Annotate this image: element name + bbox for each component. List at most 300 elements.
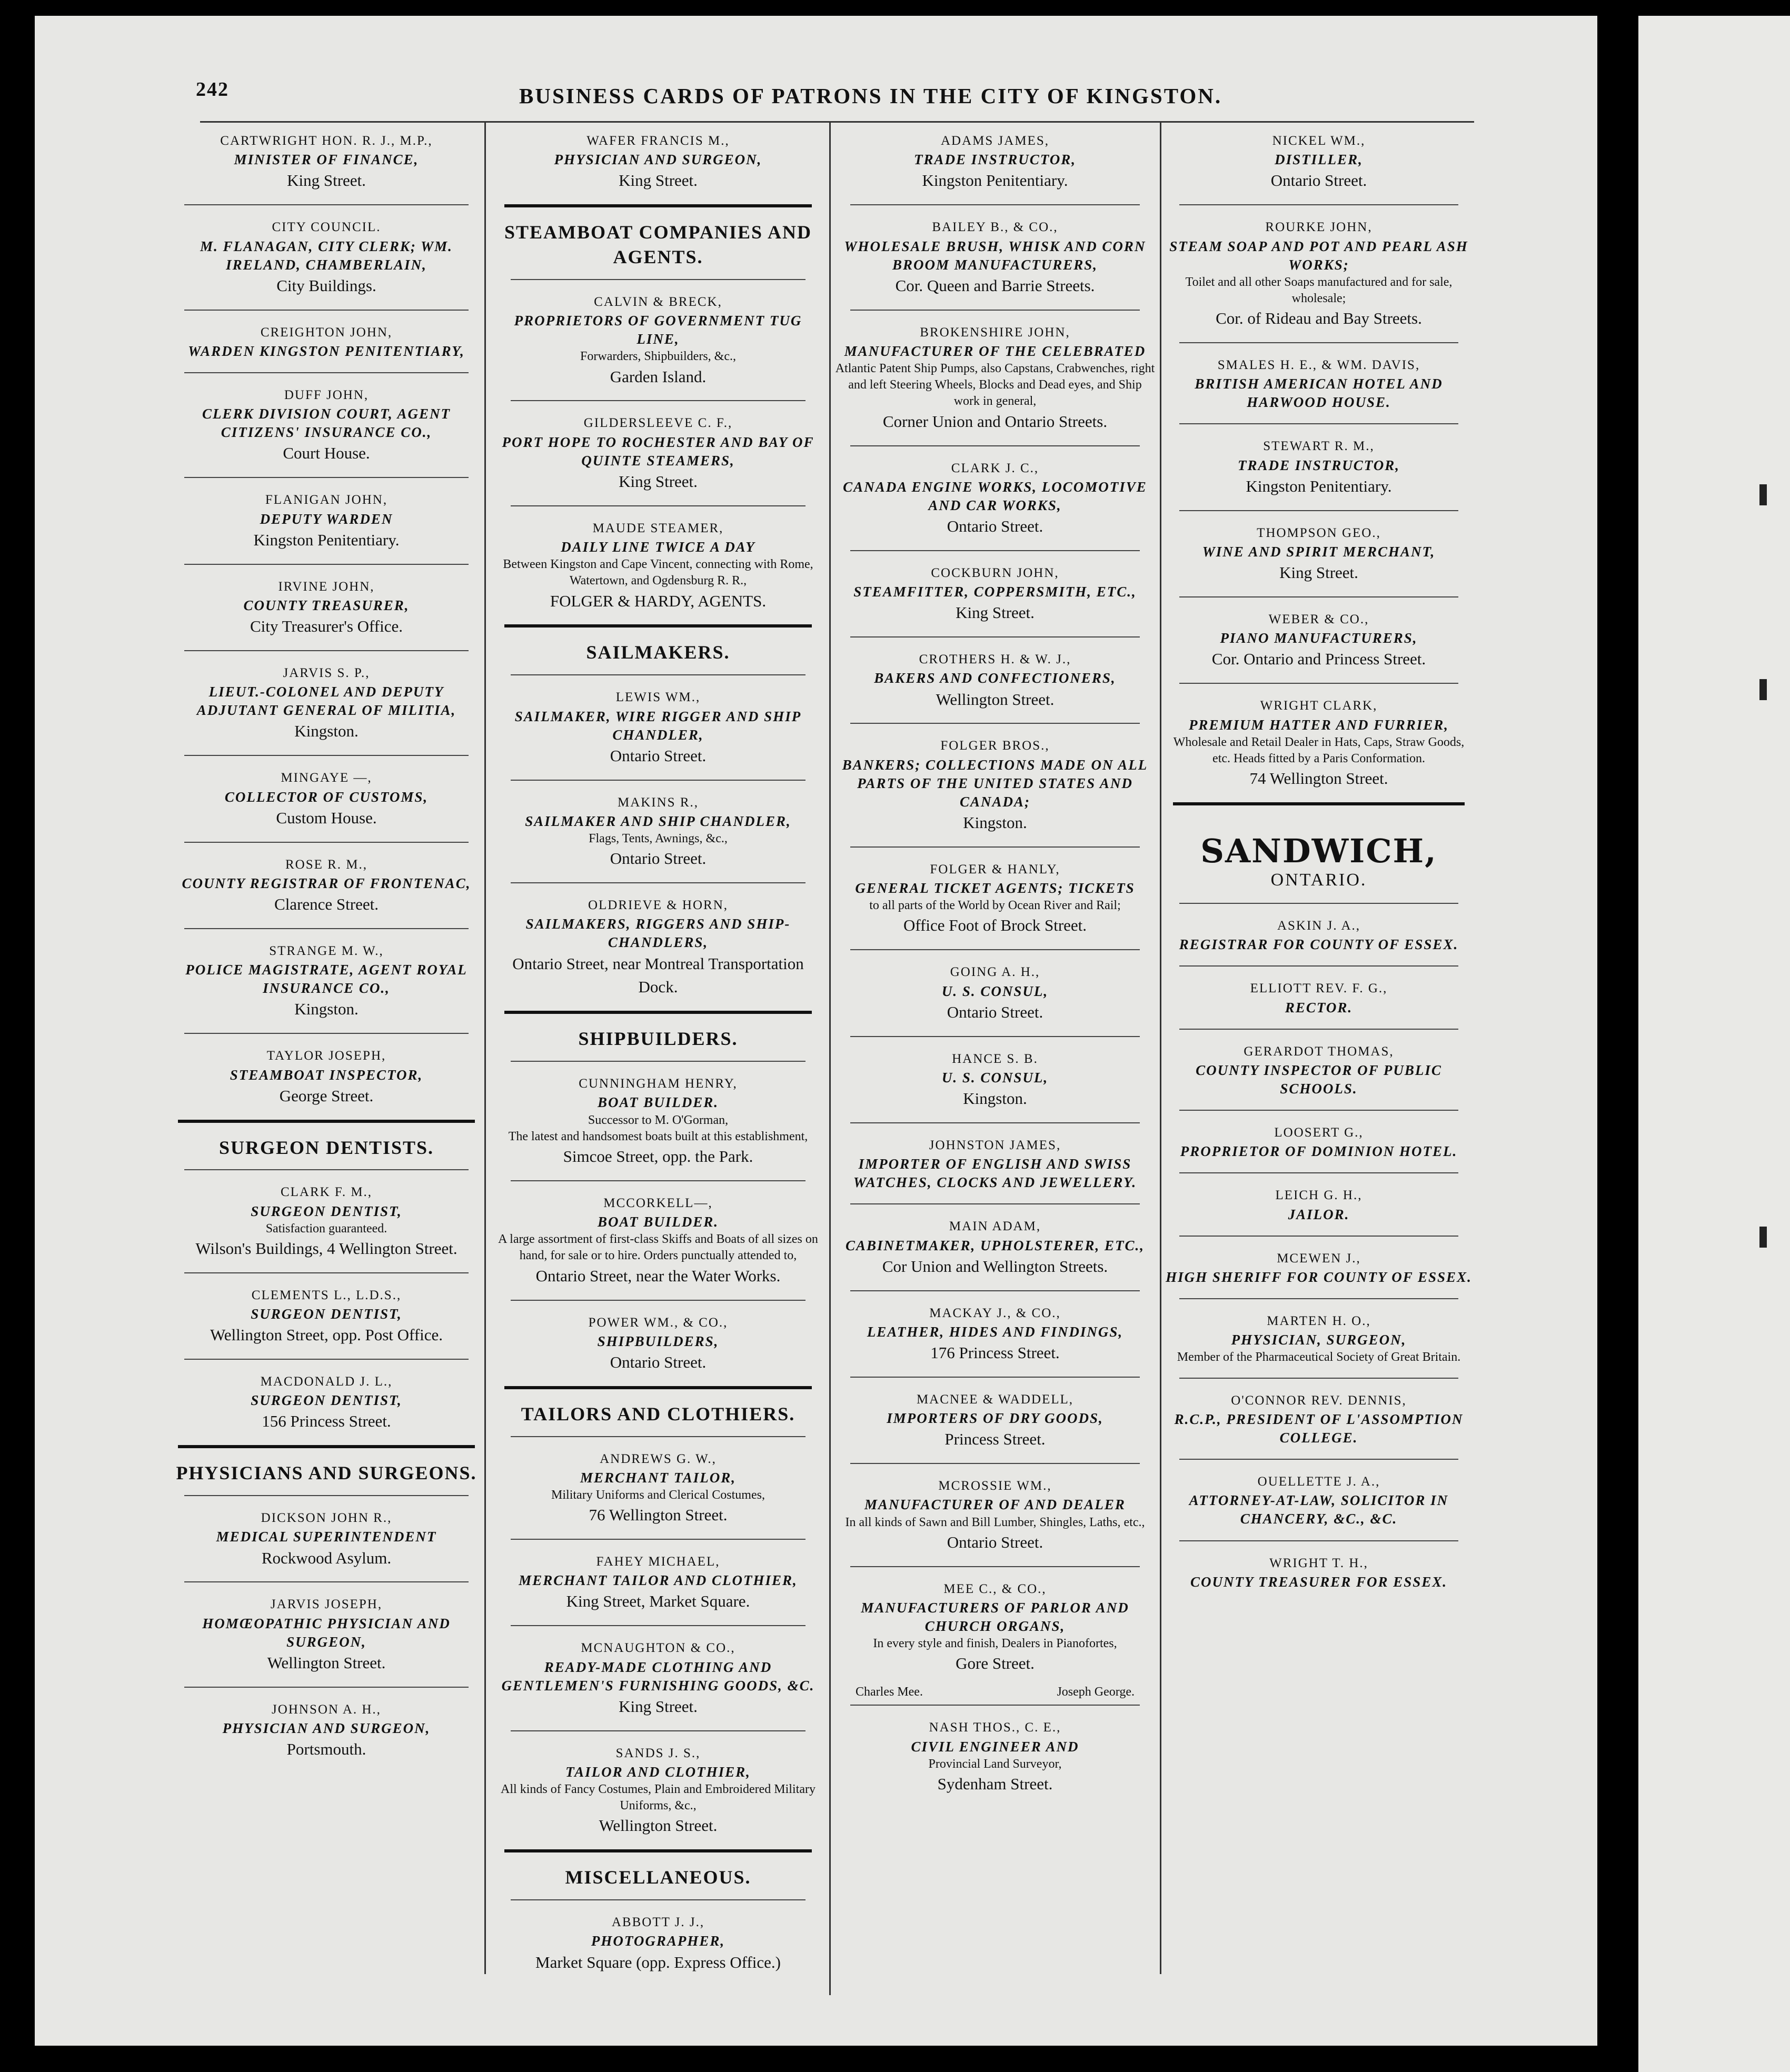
entry-separator [1179,903,1458,904]
business-description: CLERK DIVISION COURT, AGENT CITIZENS' INSURANCE CO., [202,406,451,441]
business-name: ELLIOTT REV. F. G., [1250,981,1388,996]
business-name: WRIGHT CLARK, [1260,699,1378,713]
business-address: Corner Union and Ontario Streets. [882,412,1108,431]
entry-separator [1179,510,1458,511]
entry-separator [1179,342,1458,343]
business-name: GILDERSLEEVE C. F., [583,416,733,431]
business-card-entry [834,556,1156,631]
entry-separator [184,1495,469,1496]
business-detail: to all parts of the World by Ocean River and Rail; [869,899,1121,913]
business-card-entry [834,1711,1156,1802]
business-name: CLARK F. M., [280,1185,373,1200]
section-heading: SURGEON DENTISTS. [218,1137,434,1158]
business-description: SAILMAKER, WIRE RIGGER AND SHIP CHANDLER, [514,708,802,743]
entry-separator [1179,1172,1458,1173]
section-rule [178,1445,475,1448]
business-description: HOMŒOPATHIC PHYSICIAN AND SURGEON, [202,1615,451,1650]
business-detail: Forwarders, Shipbuilders, &c., [580,350,736,364]
entry-separator [511,1899,806,1900]
section-rule [504,204,812,207]
business-address: Kingston. [963,813,1027,832]
business-address: 156 Princess Street. [262,1412,391,1431]
business-name: MCNAUGHTON & CO., [581,1641,735,1656]
business-description: U. S. CONSUL, [941,1069,1049,1085]
business-description: M. FLANAGAN, CITY CLERK; WM. IRELAND, CHAMBERLAIN, [200,238,453,273]
entry-separator [184,1033,469,1034]
entry-separator [511,1436,806,1437]
business-card-entry [168,483,484,558]
business-card-entry [834,1210,1156,1284]
adjacent-page-edge [1638,16,1790,2072]
business-name: JOHNSTON JAMES, [929,1138,1061,1152]
business-description: TRADE INSTRUCTOR, [913,152,1077,168]
entry-separator [1179,683,1458,684]
entry-separator [511,1300,806,1301]
business-address: Ontario Street. [947,1532,1043,1551]
business-description: CANADA ENGINE WORKS, LOCOMOTIVE AND CAR WORKS, [843,479,1147,513]
business-address: King Street. [956,603,1035,622]
entry-separator [1179,1378,1458,1379]
business-name: FOLGER BROS., [940,739,1050,753]
entry-separator [1179,1298,1458,1299]
entry-separator [511,1180,806,1181]
entry-separator [850,1377,1140,1378]
business-description: REGISTRAR FOR COUNTY OF ESSEX. [1179,937,1459,953]
business-name: MAUDE STEAMER, [592,521,724,535]
business-name: ROURKE JOHN, [1265,220,1373,235]
business-name: MACDONALD J. L., [260,1374,393,1389]
business-address: Kingston Penitentiary. [922,171,1068,190]
business-address: Sydenham Street. [937,1774,1053,1793]
business-name: DICKSON JOHN R., [261,1511,392,1526]
entry-separator [184,564,469,565]
business-name: BROKENSHIRE JOHN, [920,325,1070,340]
header-rule [200,121,1474,123]
business-name: CLEMENTS L., L.D.S., [251,1288,402,1302]
business-address: FOLGER & HARDY, AGENTS. [550,591,767,610]
business-description: PHYSICIAN, SURGEON, [1231,1332,1407,1348]
entry-separator [184,842,469,843]
business-description: PORT HOPE TO ROCHESTER AND BAY OF QUINTE STEAMERS, [502,434,814,469]
business-card-entry [834,1129,1156,1198]
business-name: MCROSSIE WM., [938,1479,1052,1493]
business-description: SURGEON DENTIST, [251,1392,402,1409]
business-card-entry [1164,972,1474,1023]
business-name: MACNEE & WADDELL, [916,1392,1074,1407]
business-address: Custom House. [276,808,377,827]
business-description: MERCHANT TAILOR, [580,1469,737,1486]
entry-separator [511,1061,806,1062]
business-card-entry [495,786,821,877]
business-name: OLDRIEVE & HORN, [588,898,728,913]
business-description: MERCHANT TAILOR AND CLOTHIER, [519,1572,798,1589]
business-name: GERARDOT THOMAS, [1244,1044,1394,1059]
business-name: DUFF JOHN, [284,388,369,402]
business-description: HIGH SHERIFF FOR COUNTY OF ESSEX. [1166,1269,1472,1286]
business-detail: In every style and finish, Dealers in Pianofortes, [873,1637,1117,1651]
business-description: POLICE MAGISTRATE, AGENT ROYAL INSURANCE CO., [185,962,468,997]
business-name: TAYLOR JOSEPH, [266,1049,386,1063]
entry-separator [850,550,1140,551]
entry-separator [1179,596,1458,597]
business-description: BANKERS; COLLECTIONS MADE ON ALL PARTS OF THE UNITED STATES AND CANADA; [842,756,1148,810]
business-address: Wilson's Buildings, 4 Wellington Street. [195,1239,458,1258]
business-card-entry [495,889,821,1005]
business-card-entry [168,1365,484,1440]
business-name: POWER WM., & CO., [588,1315,728,1330]
business-name: JOHNSON A. H., [272,1702,381,1717]
business-description: SURGEON DENTIST, [251,1306,402,1322]
business-name: CLARK J. C., [951,461,1039,475]
business-name: ASKIN J. A., [1277,918,1361,933]
entry-separator [511,400,806,401]
column-rule [829,121,831,1995]
entry-separator [511,882,806,883]
business-address: Wellington Street, opp. Post Office. [210,1326,443,1344]
business-description: MANUFACTURERS OF PARLOR AND CHURCH ORGANS, [861,1599,1129,1635]
business-card-entry [168,848,484,923]
business-description: MEDICAL SUPERINTENDENT [216,1529,437,1545]
business-description: IMPORTER OF ENGLISH AND SWISS WATCHES, CLOCKS AND JEWELLERY. [853,1156,1137,1191]
business-card-entry [168,934,484,1028]
business-name: SMALES H. E., & WM. DAVIS, [1217,358,1420,373]
entry-separator [850,846,1140,848]
column-1 [168,124,484,1768]
business-card-entry [1164,348,1474,418]
business-address: King Street. [287,171,366,190]
business-card-entry [168,316,484,367]
business-card-entry [1164,1547,1474,1598]
business-name: MINGAYE —, [281,771,372,785]
business-name: BAILEY B., & CO., [932,220,1058,235]
business-name: COCKBURN JOHN, [931,565,1059,580]
business-name: HANCE S. B. [952,1051,1038,1066]
business-name: LEWIS WM., [615,690,701,705]
business-description: CABINETMAKER, UPHOLSTERER, ETC., [845,1237,1145,1253]
business-name: JARVIS S. P., [283,665,370,680]
business-address: Wellington Street. [599,1816,718,1835]
business-detail: Toilet and all other Soaps manufactured and for sale, wholesale; [1185,275,1453,305]
business-name: LOOSERT G., [1274,1125,1364,1140]
business-description: SAILMAKERS, RIGGERS AND SHIP-CHANDLERS, [525,916,791,951]
business-description: DAILY LINE TWICE A DAY [561,539,755,555]
business-detail: Wholesale and Retail Dealer in Hats, Caps, Straw Goods, etc. Heads fitted by a Paris Conformation. [1173,735,1465,765]
entry-separator [184,372,469,373]
business-card-entry [168,570,484,645]
business-name: MCEWEN J., [1277,1251,1361,1266]
business-name: STEWART R. M., [1263,439,1375,454]
business-description: PREMIUM HATTER AND FURRIER, [1188,716,1449,733]
business-address: City Buildings. [276,276,376,295]
business-address: Kingston. [963,1089,1027,1108]
business-description: BOAT BUILDER. [597,1094,719,1111]
business-description: PIANO MANUFACTURERS, [1220,630,1418,646]
business-card-entry [834,1572,1156,1682]
business-address: Market Square (opp. Express Office.) [535,1953,781,1971]
entry-separator [1179,1110,1458,1111]
business-name: MEE C., & CO., [943,1581,1047,1596]
business-address: Cor Union and Wellington Streets. [882,1257,1108,1276]
business-card-entry [495,406,821,500]
business-address: Kingston Penitentiary. [253,530,400,549]
entry-separator [511,1539,806,1540]
edge-mark [1759,1227,1767,1248]
business-name: CREIGHTON JOHN, [260,325,393,340]
business-detail: Military Uniforms and Clerical Costumes, [551,1488,765,1502]
business-description: COLLECTOR OF CUSTOMS, [224,789,429,805]
business-description: U. S. CONSUL, [941,983,1049,999]
entry-separator [511,780,806,781]
business-description: COUNTY REGISTRAR OF FRONTENAC, [182,875,471,891]
section-rule [178,1120,475,1123]
business-card-entry [1164,211,1474,337]
business-name: MARTEN H. O., [1267,1314,1371,1329]
section-heading: TAILORS AND CLOTHIERS. [521,1403,795,1424]
column-rule [484,121,486,1974]
organ-makers-names [834,1682,1156,1699]
section-rule [504,1011,812,1014]
entry-separator [850,445,1140,446]
entry-separator [184,928,469,929]
entry-separator [850,1203,1140,1204]
business-card-entry [1164,430,1474,504]
business-card-entry [168,656,484,750]
business-card-entry [168,1693,484,1768]
business-description: WARDEN KINGSTON PENITENTIARY, [188,343,465,359]
business-description: SAILMAKER AND SHIP CHANDLER, [525,813,791,829]
business-card-entry [1164,1242,1474,1293]
business-card-entry [1164,689,1474,797]
business-name: FLANIGAN JOHN, [265,493,388,507]
business-card-entry [834,955,1156,1030]
business-description: PHYSICIAN AND SURGEON, [554,152,762,168]
entry-separator [1179,423,1458,424]
business-card-entry [834,316,1156,440]
business-address: 76 Wellington Street. [589,1506,728,1525]
entry-separator [511,505,806,506]
business-address: 176 Princess Street. [930,1343,1060,1362]
business-address: Kingston. [294,722,359,741]
business-card-entry [495,1631,821,1725]
business-address: Wellington Street. [267,1653,386,1672]
business-card-entry [834,729,1156,841]
business-description: JAILOR. [1288,1206,1350,1222]
business-description: R.C.P., PRESIDENT OF L'ASSOMPTION COLLEGE. [1174,1411,1464,1446]
business-description: RECTOR. [1285,999,1353,1015]
business-detail: Member of the Pharmaceutical Society of Great Britain. [1177,1350,1461,1364]
edge-mark [1759,679,1767,700]
business-description: PROPRIETOR OF DOMINION HOTEL. [1180,1143,1458,1160]
business-name: GOING A. H., [950,965,1040,980]
business-address: Portsmouth. [286,1740,366,1759]
business-card-entry [168,378,484,472]
section-heading: PHYSICIANS AND SURGEONS. [176,1462,477,1484]
section-rule [1173,802,1465,805]
section-heading: SAILMAKERS. [586,642,730,663]
business-name: MAIN ADAM, [949,1219,1041,1234]
business-description: PROPRIETORS OF GOVERNMENT TUG LINE, [514,313,802,347]
business-address: Court House. [283,444,370,463]
business-description: BAKERS AND CONFECTIONERS, [874,670,1116,686]
business-detail: Between Kingston and Cape Vincent, connecting with Rome, Watertown, and Ogdensburg R. R., [503,557,813,588]
business-description: GENERAL TICKET AGENTS; TICKETS [855,880,1135,896]
entry-separator [850,204,1140,205]
business-name: WEBER & CO., [1268,612,1369,627]
business-description: STEAMFITTER, COPPERSMITH, ETC., [853,584,1137,600]
business-card-entry [495,1067,821,1175]
business-description: BRITISH AMERICAN HOTEL AND HARWOOD HOUSE. [1195,376,1443,411]
business-description: SHIPBUILDERS, [597,1333,719,1349]
business-name: ADAMS JAMES, [941,134,1049,148]
business-description: MANUFACTURER OF AND DEALER [864,1497,1126,1513]
business-detail: Provincial Land Surveyor, [928,1757,1062,1771]
business-name: STRANGE M. W., [269,943,384,958]
business-card-entry [834,452,1156,545]
business-description: STEAM SOAP AND POT AND PEARL ASH WORKS; [1169,238,1468,273]
business-address: King Street. [619,171,698,190]
business-name: CALVIN & BRECK, [594,294,722,309]
section-heading: MISCELLANEOUS. [565,1867,751,1888]
business-address: King Street. [1279,563,1358,582]
business-address: Ontario Street, near the Water Works. [535,1266,781,1285]
business-description: DEPUTY WARDEN [260,511,393,527]
business-card-entry [168,1039,484,1114]
business-name: O'CONNOR REV. DENNIS, [1231,1393,1407,1408]
business-card-entry [495,1545,821,1620]
entry-separator [1179,1540,1458,1541]
business-card-entry [1164,1465,1474,1535]
entry-separator [511,1730,806,1731]
business-name: FOLGER & HANLY, [930,862,1060,876]
business-description: CIVIL ENGINEER AND [911,1738,1079,1755]
business-address: Ontario Street. [947,516,1043,535]
business-description: DISTILLER, [1275,152,1363,168]
business-description: WHOLESALE BRUSH, WHISK AND CORN BROOM MANUFACTURERS, [844,238,1146,273]
business-detail: A large assortment of first-class Skiffs and Boats of all sizes on hand, for sale or to hire. Orders punctually attended to, [498,1232,818,1263]
entry-separator [1179,965,1458,967]
entry-separator [850,1290,1140,1291]
business-name: ROSE R. M., [285,857,368,872]
business-address: Rockwood Asylum. [261,1548,392,1567]
business-address: Gore Street. [956,1654,1035,1673]
business-card-entry [495,1906,821,1980]
business-name: WRIGHT T. H., [1269,1556,1368,1570]
business-name: CITY COUNCIL. [272,220,381,235]
business-card-entry [834,1383,1156,1458]
partner-name: Charles Mee. [856,1685,923,1699]
business-name: ABBOTT J. J., [611,1915,705,1930]
entry-separator [850,636,1140,637]
entry-separator [184,650,469,651]
business-address: Kingston. [294,1000,359,1019]
business-name: CARTWRIGHT HON. R. J., M.P., [220,134,433,148]
entry-separator [1179,1236,1458,1237]
business-description: SURGEON DENTIST, [251,1203,402,1219]
business-card-entry [495,1306,821,1381]
town-heading: SANDWICH, [1200,831,1437,870]
business-name: FAHEY MICHAEL, [596,1555,720,1569]
business-address: George Street. [279,1086,374,1105]
business-address: Ontario Street. [1270,171,1367,190]
column-2 [495,124,821,1980]
business-address: Ontario Street. [947,1002,1043,1021]
business-address: King Street, Market Square. [566,1592,750,1611]
section-heading: STEAMBOAT COMPANIES AND AGENTS. [504,222,812,268]
entry-separator [850,1705,1140,1706]
business-detail: All kinds of Fancy Costumes, Plain and Embroidered Military Uniforms, &c., [501,1782,816,1813]
business-description: READY-MADE CLOTHING AND GENTLEMEN'S FURNISHING GOODS, &C. [501,1659,815,1694]
business-detail: Atlantic Patent Ship Pumps, also Capstans, Crabwenches, right and left Steering Wheels, Blocks and Dead eyes, and Ship work in general, [835,362,1155,409]
entry-separator [850,1566,1140,1567]
business-detail: Successor to M. O'Gorman, [588,1113,729,1127]
business-name: SANDS J. S., [615,1746,701,1760]
business-card-entry [1164,1304,1474,1372]
edge-mark [1759,484,1767,505]
province-heading: ONTARIO. [1270,870,1367,890]
business-address: Ontario Street, near Montreal Transportation Dock. [512,954,804,997]
business-description: STEAMBOAT INSPECTOR, [230,1067,423,1083]
business-description: IMPORTERS OF DRY GOODS, [887,1410,1103,1427]
section-heading: SHIPBUILDERS. [578,1028,738,1050]
business-card-entry [168,1588,484,1681]
business-address: Cor. Queen and Barrie Streets. [895,276,1095,295]
entry-separator [184,1359,469,1360]
business-detail: The latest and handsomest boats built at this establishment, [508,1129,808,1143]
business-address: Ontario Street. [610,746,707,765]
business-card-entry [1164,1116,1474,1167]
business-name: JARVIS JOSEPH, [270,1597,383,1612]
entry-separator [184,1581,469,1582]
business-address: Clarence Street. [274,894,379,913]
business-card-entry [495,1442,821,1533]
business-name: IRVINE JOHN, [278,579,375,594]
business-address: Ontario Street. [610,1352,707,1371]
business-description: LEATHER, HIDES AND FINDINGS, [867,1323,1123,1340]
business-address: Office Foot of Brock Street. [903,916,1087,935]
business-card-entry [168,761,484,836]
business-card-entry [495,285,821,395]
business-address: Kingston Penitentiary. [1246,476,1392,495]
business-address: Princess Street. [944,1430,1046,1449]
entry-separator [511,279,806,280]
business-description: COUNTY TREASURER FOR ESSEX. [1190,1573,1448,1590]
business-name: MCCORKELL—, [603,1196,713,1210]
business-card-entry [834,211,1156,304]
business-detail: Flags, Tents, Awnings, &c., [589,831,728,845]
business-card-entry [834,853,1156,944]
entry-separator [184,310,469,311]
business-card-entry [1164,1384,1474,1453]
entry-separator [184,477,469,478]
business-address: Garden Island. [610,367,707,386]
business-description: MANUFACTURER OF THE CELEBRATED [844,343,1146,359]
business-card-entry [168,1501,484,1576]
business-name: CROTHERS H. & W. J., [919,652,1071,667]
business-card-entry [168,1279,484,1353]
entry-separator [184,755,469,756]
business-address: Ontario Street. [610,849,707,868]
business-card-entry [834,1297,1156,1371]
business-address: Wellington Street. [936,690,1055,709]
entry-separator [850,1036,1140,1037]
business-address: City Treasurer's Office. [250,617,403,635]
business-card-entry [1164,1035,1474,1104]
business-description: PHYSICIAN AND SURGEON, [222,1720,431,1737]
business-address: King Street. [619,1697,698,1716]
business-name: ANDREWS G. W., [600,1451,717,1466]
entry-separator [1179,1029,1458,1030]
page-header: BUSINESS CARDS OF PATRONS IN THE CITY OF KINGSTON. [519,84,1222,108]
